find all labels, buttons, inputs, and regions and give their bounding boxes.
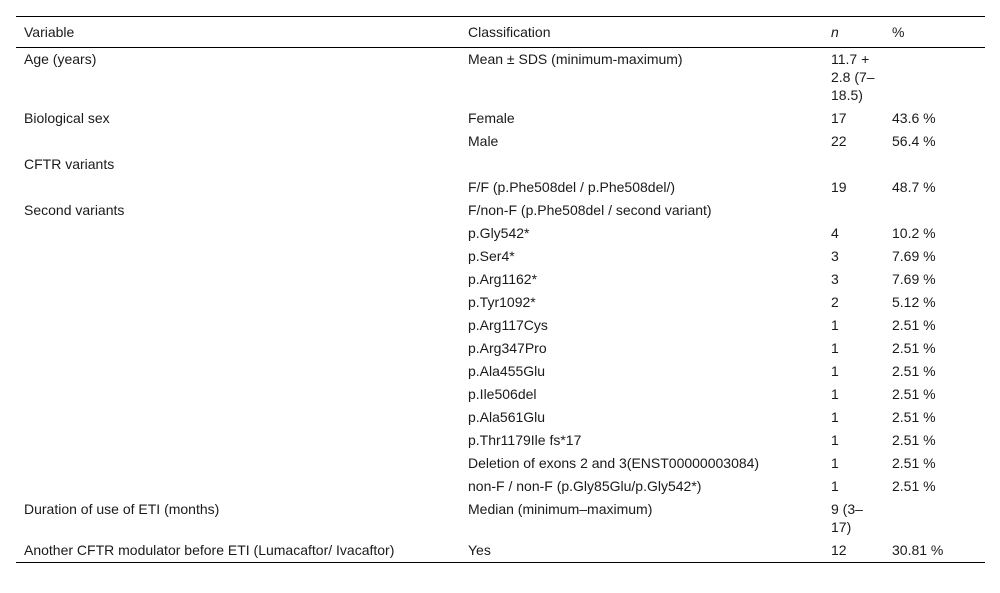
- table-row: [16, 107, 985, 130]
- cell-percent: 5.12 %: [892, 294, 936, 310]
- header-n: n: [831, 24, 839, 40]
- cell-percent: 2.51 %: [892, 340, 936, 356]
- cell-classification: p.Ile506del: [468, 386, 537, 402]
- cell-variable: [16, 222, 460, 245]
- cell-classification: [460, 153, 823, 176]
- cell-variable: [16, 130, 460, 153]
- table-row: [16, 314, 985, 337]
- cell-variable: [16, 452, 460, 475]
- cell-n: 9 (3–17): [831, 501, 863, 535]
- data-table: [16, 16, 985, 563]
- table-row: [16, 268, 985, 291]
- cell-variable: [16, 360, 460, 383]
- table-row: [16, 452, 985, 475]
- cell-percent: 2.51 %: [892, 478, 936, 494]
- cell-variable: [16, 268, 460, 291]
- cell-n: 22: [831, 133, 847, 149]
- table-row: [16, 337, 985, 360]
- cell-n: 1: [831, 455, 839, 471]
- cell-variable: Duration of use of ETI (months): [24, 501, 220, 517]
- table-row: [16, 48, 985, 108]
- table-row: [16, 360, 985, 383]
- table-row: [16, 130, 985, 153]
- cell-classification: F/non-F (p.Phe508del / second variant): [468, 202, 712, 218]
- cell-classification: non-F / non-F (p.Gly85Glu/p.Gly542*): [468, 478, 702, 494]
- cell-classification: p.Ala455Glu: [468, 363, 546, 379]
- header-classification: Classification: [468, 24, 551, 40]
- cell-percent: 7.69 %: [892, 248, 936, 264]
- cell-percent: 7.69 %: [892, 271, 936, 287]
- table-row: [16, 199, 985, 222]
- cell-n: 1: [831, 363, 839, 379]
- cell-variable: Another CFTR modulator before ETI (Lumacaftor/ Ivacaftor): [24, 542, 395, 558]
- cell-percent: [884, 199, 985, 222]
- table-row: [16, 383, 985, 406]
- cell-variable: [16, 406, 460, 429]
- cell-classification: Deletion of exons 2 and 3(ENST00000003084): [468, 455, 760, 471]
- cell-percent: 2.51 %: [892, 409, 936, 425]
- cell-variable: CFTR variants: [24, 156, 115, 172]
- table-body: [16, 48, 985, 563]
- cell-classification: p.Arg1162*: [468, 271, 538, 287]
- table-row: [16, 176, 985, 199]
- cell-percent: 10.2 %: [892, 225, 936, 241]
- cell-n: 19: [831, 179, 847, 195]
- cell-n: 17: [831, 110, 847, 126]
- table-row: [16, 291, 985, 314]
- cell-percent: 2.51 %: [892, 317, 936, 333]
- header-percent: %: [892, 24, 905, 40]
- cell-classification: Mean ± SDS (minimum-maximum): [468, 51, 683, 67]
- cell-variable: [16, 314, 460, 337]
- cell-classification: Yes: [468, 542, 491, 558]
- cell-percent: 2.51 %: [892, 432, 936, 448]
- cell-percent: 48.7 %: [892, 179, 936, 195]
- cell-classification: Female: [468, 110, 515, 126]
- table-row: [16, 475, 985, 498]
- cell-percent: [884, 153, 985, 176]
- cell-n: 1: [831, 432, 839, 448]
- cell-percent: 43.6 %: [892, 110, 936, 126]
- cell-n: 1: [831, 317, 839, 333]
- cell-percent: 30.81 %: [892, 542, 944, 558]
- table-row: [16, 406, 985, 429]
- table-row: [16, 153, 985, 176]
- cell-classification: p.Thr1179Ile fs*17: [468, 432, 582, 448]
- cell-n: 12: [831, 542, 847, 558]
- cell-percent: 2.51 %: [892, 386, 936, 402]
- cell-variable: Second variants: [24, 202, 125, 218]
- cell-classification: p.Ser4*: [468, 248, 515, 264]
- cell-variable: [16, 245, 460, 268]
- cell-classification: p.Arg347Pro: [468, 340, 547, 356]
- table-row: [16, 539, 985, 563]
- cell-variable: [16, 429, 460, 452]
- cell-classification: p.Arg117Cys: [468, 317, 548, 333]
- cell-percent: 2.51 %: [892, 455, 936, 471]
- table-container: [16, 16, 985, 563]
- cell-variable: [16, 337, 460, 360]
- cell-classification: F/F (p.Phe508del / p.Phe508del/): [468, 179, 676, 195]
- cell-n: 4: [831, 225, 839, 241]
- cell-n: 3: [831, 248, 839, 264]
- cell-variable: [16, 291, 460, 314]
- cell-variable: [16, 475, 460, 498]
- cell-classification: Male: [468, 133, 499, 149]
- table-row: [16, 498, 985, 539]
- cell-variable: Biological sex: [24, 110, 110, 126]
- cell-variable: [16, 383, 460, 406]
- cell-classification: p.Gly542*: [468, 225, 530, 241]
- cell-n: 1: [831, 386, 839, 402]
- cell-n: 3: [831, 271, 839, 287]
- cell-classification: Median (minimum–maximum): [468, 501, 653, 517]
- cell-n: [823, 199, 884, 222]
- cell-classification: p.Ala561Glu: [468, 409, 546, 425]
- table-row: [16, 245, 985, 268]
- header-variable: Variable: [24, 24, 75, 40]
- cell-percent: 56.4 %: [892, 133, 936, 149]
- cell-n: 1: [831, 409, 839, 425]
- cell-n: 1: [831, 478, 839, 494]
- table-row: [16, 222, 985, 245]
- cell-n: 2: [831, 294, 839, 310]
- cell-percent: 2.51 %: [892, 363, 936, 379]
- table-row: [16, 429, 985, 452]
- cell-n: 1: [831, 340, 839, 356]
- cell-n: 11.7 + 2.8 (7–18.5): [831, 51, 875, 103]
- header-row: [16, 17, 985, 48]
- cell-variable: [16, 176, 460, 199]
- cell-variable: Age (years): [24, 51, 97, 67]
- cell-classification: p.Tyr1092*: [468, 294, 536, 310]
- cell-n: [823, 153, 884, 176]
